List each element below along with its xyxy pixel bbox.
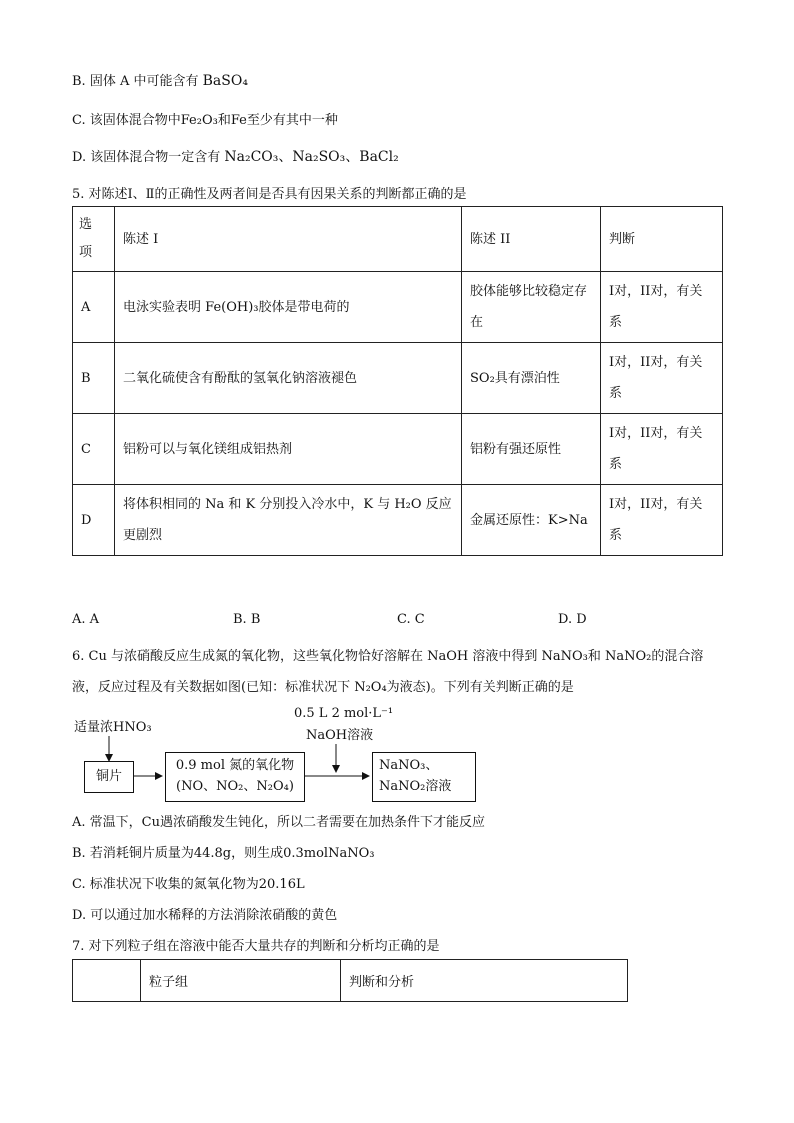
q4-option-d-formula: Na₂CO₃、Na₂SO₃、BaCl₂ [224, 149, 399, 165]
q7-table [72, 959, 628, 1002]
salts-line-2: NaNO₂溶液 [379, 779, 452, 794]
row-judgement: I对，II对，有关系 [601, 272, 723, 343]
q5-answer-a: A. A [72, 612, 100, 627]
reagent-label-naoh-2: NaOH溶液 [306, 728, 374, 743]
row-statement-1: 电泳实验表明 Fe(OH)₃胶体是带电荷的 [115, 272, 462, 343]
row-statement-2: 铝粉有强还原性 [462, 414, 601, 485]
q7-stem: 7. 对下列粒子组在溶液中能否大量共存的判断和分析均正确的是 [72, 939, 440, 954]
header-statement-2: 陈述 II [462, 207, 601, 272]
header-statement-1: 陈述 I [115, 207, 462, 272]
row-judgement: I对，II对，有关系 [601, 414, 723, 485]
q6-stem-line-2: 液，反应过程及有关数据如图(已知：标准状况下 N₂O₄为液态)。下列有关判断正确的是 [72, 680, 574, 695]
table-row [73, 485, 723, 556]
q5-answer-b: B. B [233, 612, 261, 627]
q4-option-c: C. 该固体混合物中Fe₂O₃和Fe至少有其中一种 [72, 113, 338, 128]
q6-stem-line-1: 6. Cu 与浓硝酸反应生成氮的氧化物，这些氧化物恰好溶解在 NaOH 溶液中得到 NaNO₃和 NaNO₂的混合溶 [72, 649, 704, 664]
q5-table [72, 206, 723, 556]
table-row [73, 414, 723, 485]
row-option: C [73, 414, 115, 485]
row-statement-1: 二氧化硫使含有酚酞的氢氧化钠溶液褪色 [115, 343, 462, 414]
reagent-label-naoh-1: 0.5 L 2 mol·L⁻¹ [294, 706, 394, 721]
row-statement-1: 将体积相同的 Na 和 K 分别投入冷水中，K 与 H₂O 反应更剧烈 [115, 485, 462, 556]
q6-option-c: C. 标准状况下收集的氮氧化物为20.16L [72, 877, 305, 892]
q4-option-d [72, 146, 399, 166]
oxides-line-1: 0.9 mol 氮的氧化物 [175, 758, 295, 773]
table-row [73, 343, 723, 414]
row-option: B [73, 343, 115, 414]
q5-answer-d: D. D [558, 612, 587, 627]
row-statement-2: SO₂具有漂泊性 [462, 343, 601, 414]
q4-option-b-formula: BaSO₄ [202, 73, 248, 89]
row-statement-2: 胶体能够比较稳定存在 [462, 272, 601, 343]
header-analysis: 判断和分析 [341, 960, 628, 1002]
header-option: 选 项 [73, 207, 115, 272]
row-judgement: I对，II对，有关系 [601, 485, 723, 556]
row-option: A [73, 272, 115, 343]
q6-option-d: D. 可以通过加水稀释的方法消除浓硝酸的黄色 [72, 908, 338, 923]
header-particles: 粒子组 [141, 960, 341, 1002]
table-header-row [73, 960, 628, 1002]
reagent-label-hno3: 适量浓HNO₃ [74, 720, 152, 735]
oxides-line-2: (NO、NO₂、N₂O₄) [176, 779, 294, 794]
q4-option-d-text: D. 该固体混合物一定含有 [72, 150, 221, 165]
q4-option-b-text: B. 固体 A 中可能含有 [72, 74, 199, 89]
q6-option-b: B. 若消耗铜片质量为44.8g，则生成0.3molNaNO₃ [72, 846, 375, 861]
salts-box [372, 752, 476, 802]
row-statement-1: 铝粉可以与氧化镁组成铝热剂 [115, 414, 462, 485]
row-option: D [73, 485, 115, 556]
table-header-row [73, 207, 723, 272]
copper-label: 铜片 [95, 769, 122, 784]
row-statement-2: 金属还原性：K>Na [462, 485, 601, 556]
header-blank [73, 960, 141, 1002]
salts-line-1: NaNO₃、 [379, 758, 439, 773]
table-row [73, 272, 723, 343]
nitrogen-oxides-box [165, 752, 305, 802]
row-judgement: I对，II对，有关系 [601, 343, 723, 414]
q6-option-a: A. 常温下，Cu遇浓硝酸发生钝化，所以二者需要在加热条件下才能反应 [72, 815, 485, 830]
header-judgement: 判断 [601, 207, 723, 272]
copper-box [84, 761, 134, 793]
q4-option-b [72, 70, 248, 89]
q5-answer-c: C. C [397, 612, 425, 627]
q6-flow-diagram [72, 706, 492, 806]
q5-stem: 5. 对陈述Ⅰ、Ⅱ的正确性及两者间是否具有因果关系的判断都正确的是 [72, 187, 467, 202]
